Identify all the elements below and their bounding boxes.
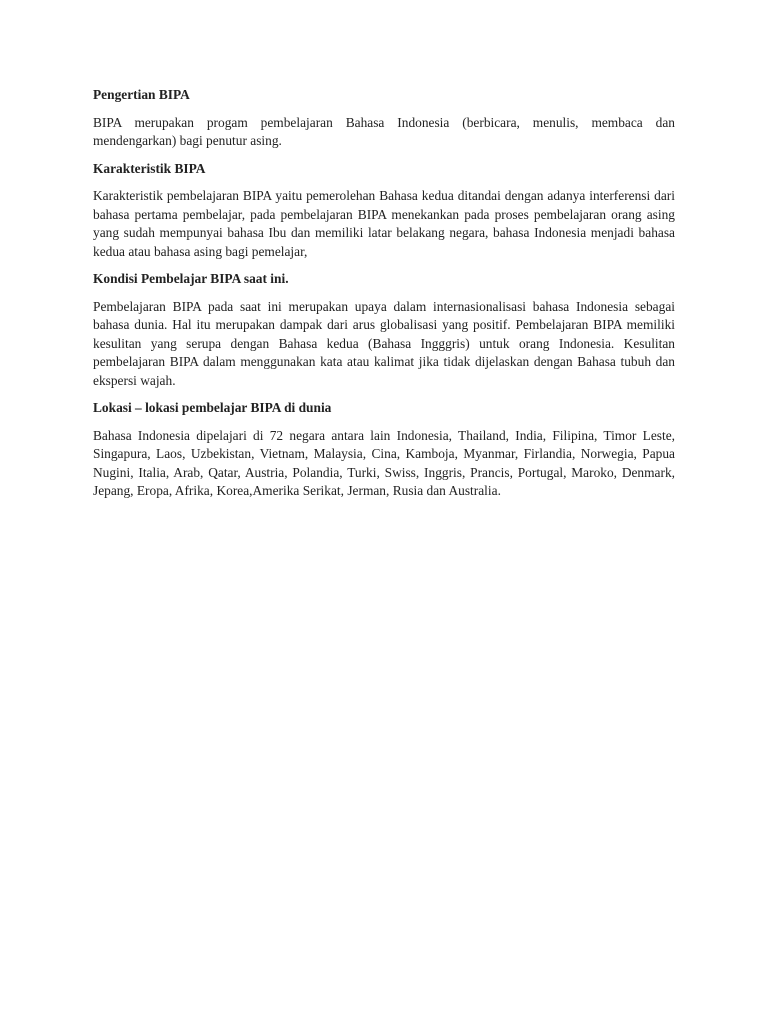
section-heading: Karakteristik BIPA [93, 160, 206, 176]
document-page [93, 86, 675, 510]
section-paragraph: Pembelajaran BIPA pada saat ini merupakan upaya dalam internasionalisasi bahasa Indonesia sebagai bahasa dunia. Hal itu merupakan dampak dari arus globalisasi yang positif. Pembelajaran BIPA memiliki kesulitan yang serupa dengan Bahasa kedua (Bahasa Ingggris) untuk orang Indonesia. Kesulitan pembelajaran BIPA dalam menggunakan kata atau kalimat jika tidak dijelaskan dengan Bahasa tubuh dan ekspersi wajah. [93, 298, 675, 388]
section-pengertian [93, 86, 675, 151]
section-karakteristik [93, 160, 675, 262]
section-paragraph: Bahasa Indonesia dipelajari di 72 negara antara lain Indonesia, Thailand, India, Filipina, Timor Leste, Singapura, Laos, Uzbekistan, Vietnam, Malaysia, Cina, Kamboja, Myanmar, Firlandia, Norwegia, Papua Nugini, Italia, Arab, Qatar, Austria, Polandia, Turki, Swiss, Inggris, Prancis, Portugal, Maroko, Denmark, Jepang, Eropa, Afrika, Korea,Amerika Serikat, Jerman, Rusia dan Australia. [93, 427, 675, 498]
section-paragraph: BIPA merupakan progam pembelajaran Bahasa Indonesia (berbicara, menulis, membaca dan mendengarkan) bagi penutur asing. [93, 114, 675, 148]
section-heading: Kondisi Pembelajar BIPA saat ini. [93, 271, 289, 286]
section-heading: Pengertian BIPA [93, 87, 190, 102]
section-lokasi [93, 399, 675, 501]
section-kondisi [93, 270, 675, 390]
section-heading: Lokasi – lokasi pembelajar BIPA di dunia [93, 400, 332, 415]
section-paragraph: Karakteristik pembelajaran BIPA yaitu pemerolehan Bahasa kedua ditandai dengan adanya interferensi dari bahasa pertama pembelajar, pada pembelajaran BIPA menekankan pada proses pembelajaran orang asing yang sudah mempunyai bahasa Ibu dan memiliki latar belakang negara, bahasa Indonesia menjadi bahasa kedua atau bahasa asing bagi pemelajar, [93, 188, 675, 259]
